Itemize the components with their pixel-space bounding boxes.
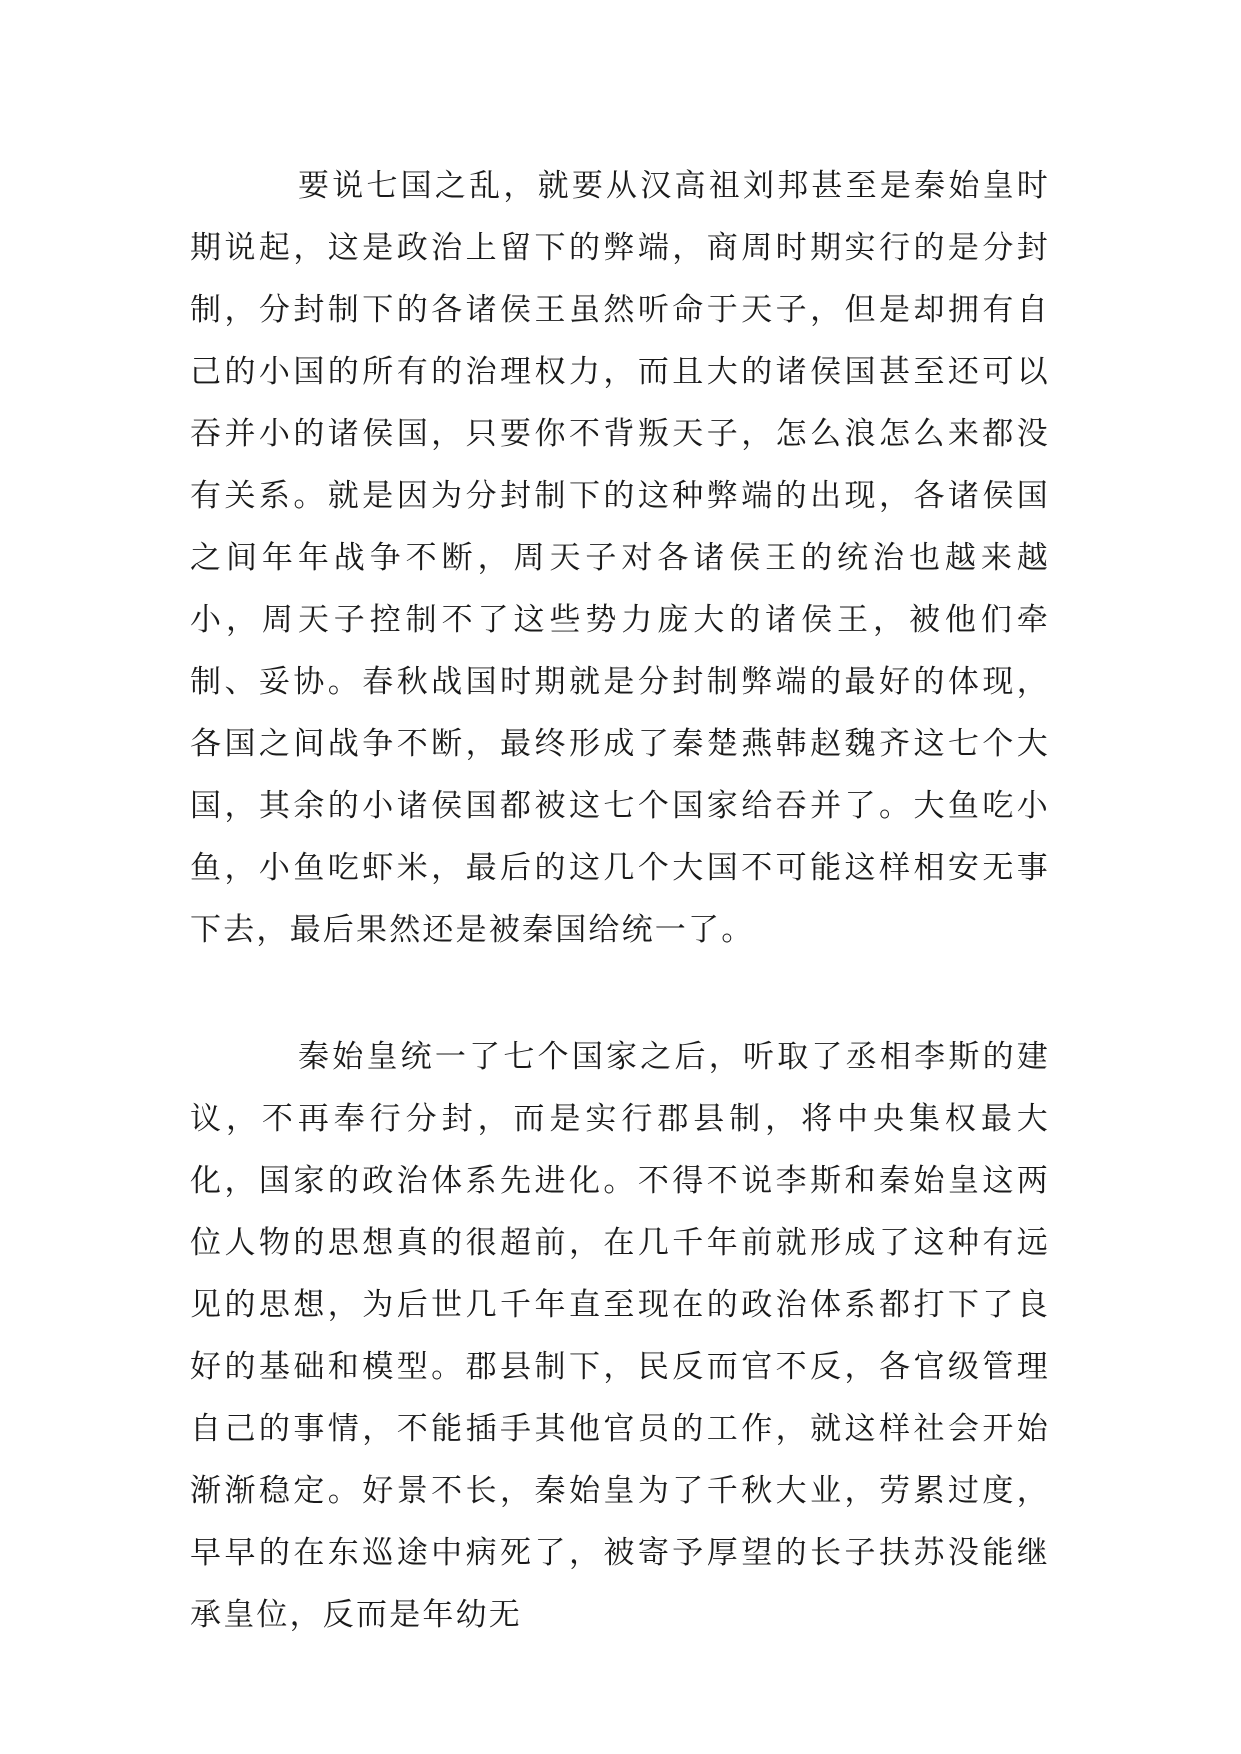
paragraph-seven-states-rebellion: 要说七国之乱，就要从汉高祖刘邦甚至是秦始皇时期说起，这是政治上留下的弊端，商周时期实行的是分封制，分封制下的各诸侯王虽然听命于天子，但是却拥有自己的小国的所有的治理权力，而且大的诸侯国甚至还可以吞并小的诸侯国，只要你不背叛天子，怎么浪怎么来都没有关系。就是因为分封制下的这种弊端的出现，各诸侯国之间年年战争不断，周天子对各诸侯王的统治也越来越小，周天子控制不了这些势力庞大的诸侯王，被他们牵制、妥协。春秋战国时期就是分封制弊端的最好的体现，各国之间战争不断，最终形成了秦楚燕韩赵魏齐这七个大国，其余的小诸侯国都被这七个国家给吞并了。大鱼吃小鱼，小鱼吃虾米，最后的这几个大国不可能这样相安无事下去，最后果然还是被秦国给统一了。 (190, 168, 1050, 948)
paragraph-qin-unification: 秦始皇统一了七个国家之后，听取了丞相李斯的建议，不再奉行分封，而是实行郡县制，将中央集权最大化，国家的政治体系先进化。不得不说李斯和秦始皇这两位人物的思想真的很超前，在几千年前就形成了这种有远见的思想，为后世几千年直至现在的政治体系都打下了良好的基础和模型。郡县制下，民反而官不反，各官级管理自己的事情，不能插手其他官员的工作，就这样社会开始渐渐稳定。好景不长，秦始皇为了千秋大业，劳累过度，早早的在东巡途中病死了，被寄予厚望的长子扶苏没能继承皇位，反而是年幼无 (190, 1039, 1050, 1633)
